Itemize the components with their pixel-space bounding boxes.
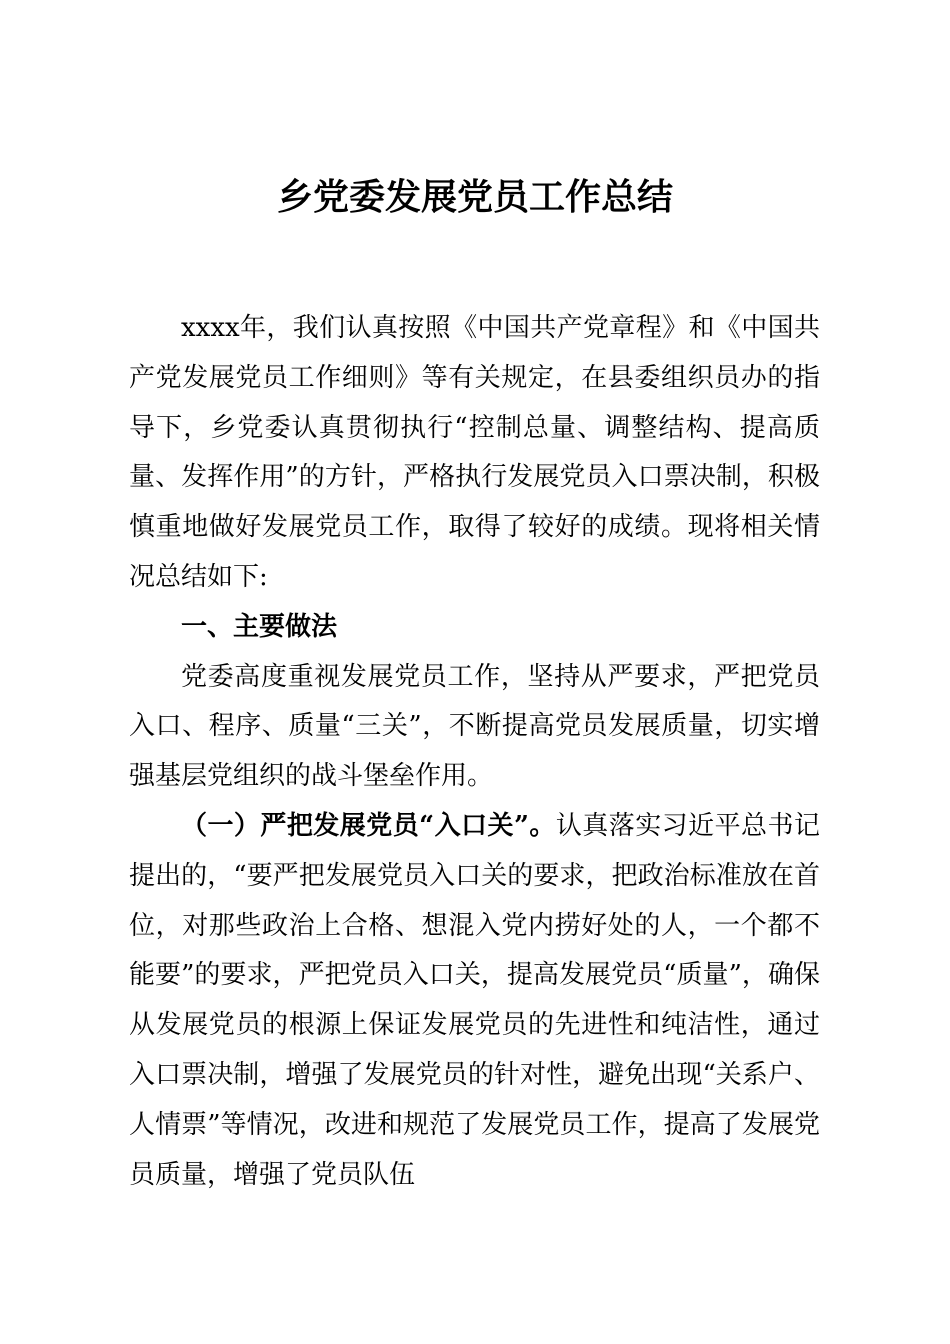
item-heading-entry-gate: （一）严把发展党员“入口关”。 (181, 810, 556, 841)
section-heading-main-practices: 一、主要做法 (181, 611, 338, 642)
section-overview-paragraph: 党委高度重视发展党员工作，坚持从严要求，严把党员入口、程序、质量“三关”，不断提高党员发展质量，切实增强基层党组织的战斗堡垒作用。 (129, 661, 820, 792)
intro-paragraph: xxxx年，我们认真按照《中国共产党章程》和《中国共产党发展党员工作细则》等有关规定，在县委组织员办的指导下，乡党委认真贯彻执行“控制总量、调整结构、提高质量、发挥作用”的方针，严格执行发展党员入口票决制，积极慎重地做好发展党员工作，取得了较好的成绩。现将相关情况总结如下: (129, 313, 820, 592)
item-text-entry-gate: 认真落实习近平总书记提出的，“要严把发展党员入口关的要求，把政治标准放在首位，对那些政治上合格、想混入党内捞好处的人，一个都不能要”的要求，严把党员入口关，提高发展党员“质量”，确保从发展党员的根源上保证发展党员的先进性和纯洁性，通过入口票决制，增强了发展党员的针对性，避免出现“关系户、人情票”等情况，改进和规范了发展党员工作，提高了发展党员质量，增强了党员队伍 (129, 810, 820, 1190)
item-paragraph-entry-gate (129, 802, 820, 1200)
document-body (129, 304, 820, 1200)
document-title: 乡党委发展党员工作总结 (276, 177, 673, 218)
